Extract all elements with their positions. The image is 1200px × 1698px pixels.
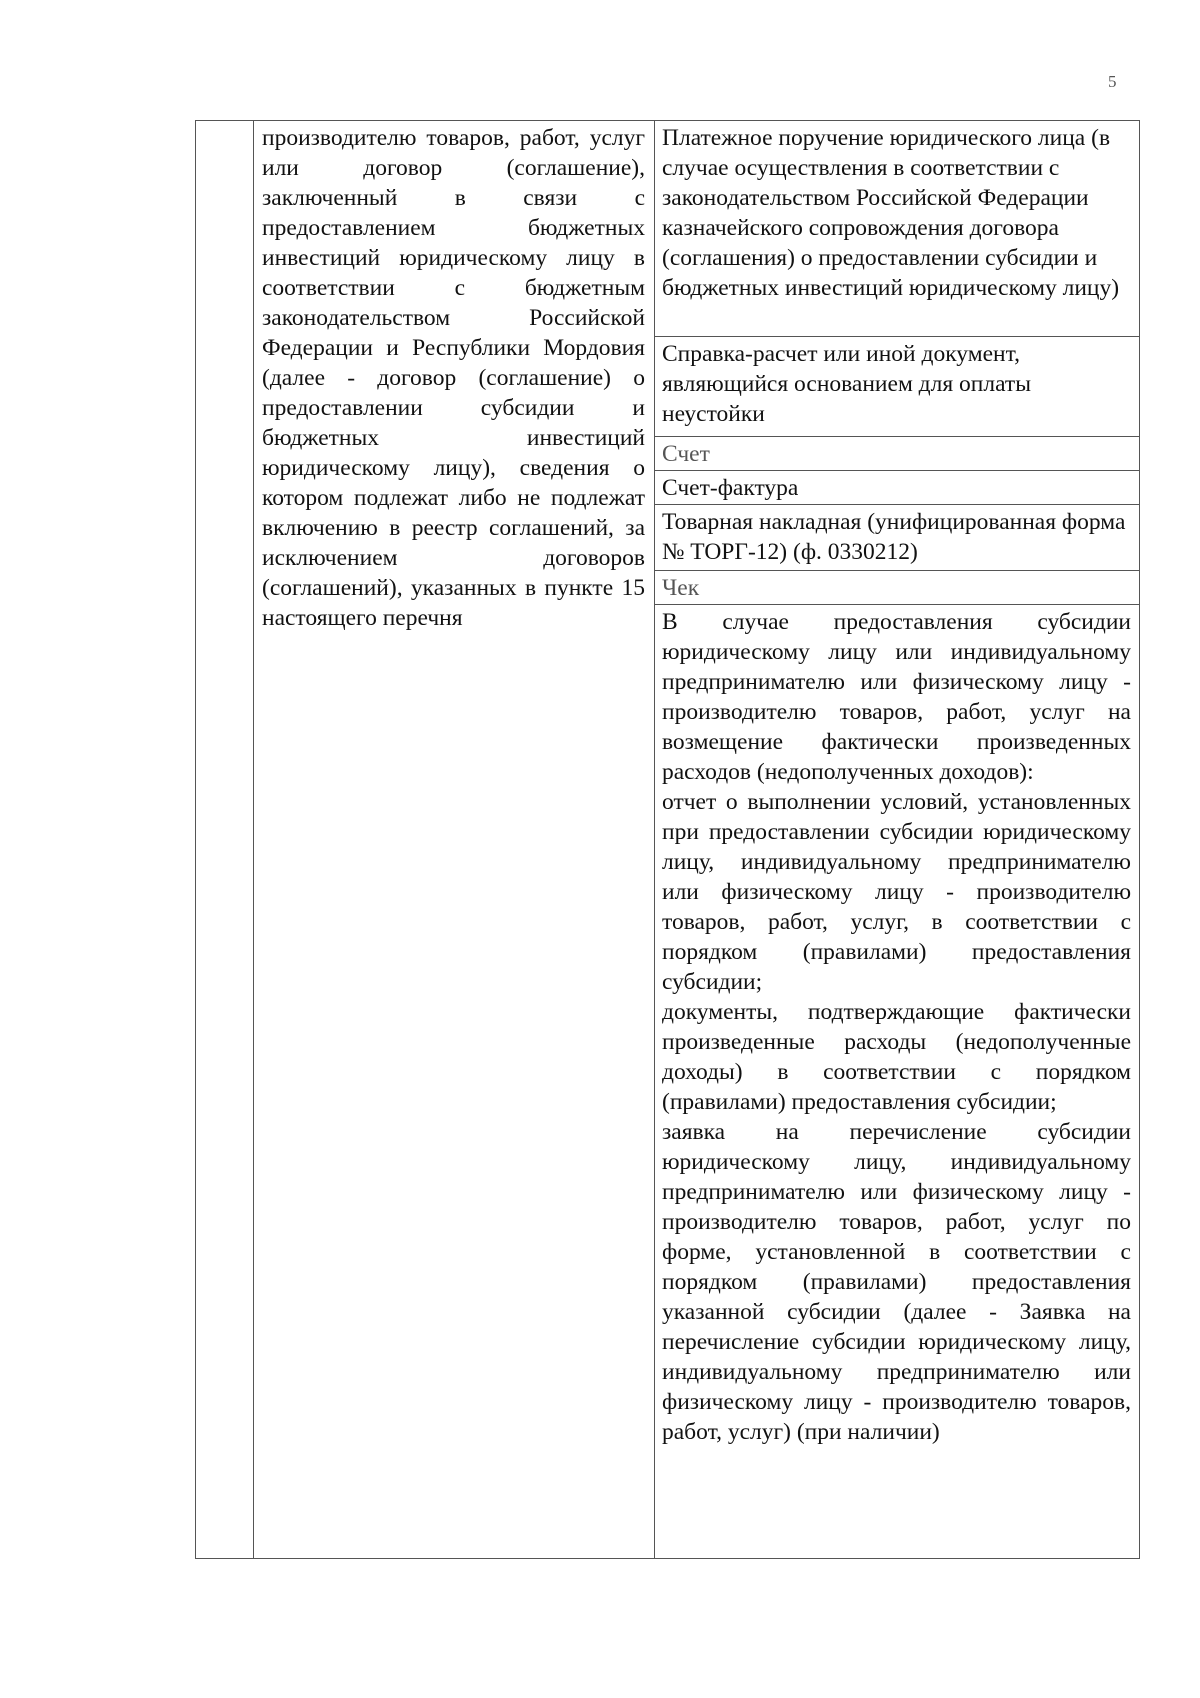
- column-divider-1: [253, 121, 254, 1558]
- page-number: 5: [1108, 72, 1117, 91]
- right-column: [654, 121, 1139, 1558]
- subsidy-paragraph-1: В случае предоставления субсидии юридическому лицу или индивидуальному предпринимателю или физическому лицу - производителю товаров, работ, услуг на возмещение фактически произведенных расходов (недополученных доходов):: [662, 609, 1131, 785]
- left-column-text: производителю товаров, работ, услуг или договор (соглашение), заключенный в связи с предоставлением бюджетных инвестиций юридическому лицу в соответствии с бюджетным законодательством Российской Федерации и Республики Мордовия (далее - договор (соглашение) о предоставлении субсидии и бюджетных инвестиций юридическому лицу), сведения о котором подлежат либо не подлежат включению в реестр соглашений, за исключением договоров (соглашений), указанных в пункте 15 настоящего перечня: [262, 125, 645, 631]
- cell-payment-order: Платежное поручение юридического лица (в случае осуществления в соответствии с законодательством Российской Федерации казначейского сопровождения договора (соглашения) о предоставлении субсидии и бюджетных инвестиций юридическому лицу): [654, 121, 1139, 337]
- cell-waybill: Товарная накладная (унифицированная форма № ТОРГ-12) (ф. 0330212): [654, 505, 1139, 571]
- cell-calculation-certificate: Справка-расчет или иной документ, являющийся основанием для оплаты неустойки: [654, 337, 1139, 437]
- document-table: [195, 120, 1140, 1559]
- subsidy-paragraph-2: отчет о выполнении условий, установленных при предоставлении субсидии юридическому лицу, индивидуальному предпринимателю или физическому лицу - производителю товаров, работ, услуг, в соответствии с порядком (правилами) предоставления субсидии;: [662, 789, 1131, 995]
- cell-receipt: Чек: [654, 571, 1139, 605]
- subsidy-paragraph-4: заявка на перечисление субсидии юридическому лицу, индивидуальному предпринимателю или физическому лицу - производителю товаров, работ, услуг по форме, установленной в соответствии с порядком (правилами) предоставления указанной субсидии (далее - Заявка на перечисление субсидии юридическому лицу, индивидуальному предпринимателю или физическому лицу - производителю товаров, работ, услуг) (при наличии): [662, 1119, 1131, 1445]
- cell-subsidy-documents: [654, 605, 1139, 1560]
- cell-tax-invoice: Счет-фактура: [654, 471, 1139, 505]
- cell-invoice: Счет: [654, 437, 1139, 471]
- subsidy-paragraph-3: документы, подтверждающие фактически произведенные расходы (недополученные доходы) в соответствии с порядком (правилами) предоставления субсидии;: [662, 999, 1131, 1115]
